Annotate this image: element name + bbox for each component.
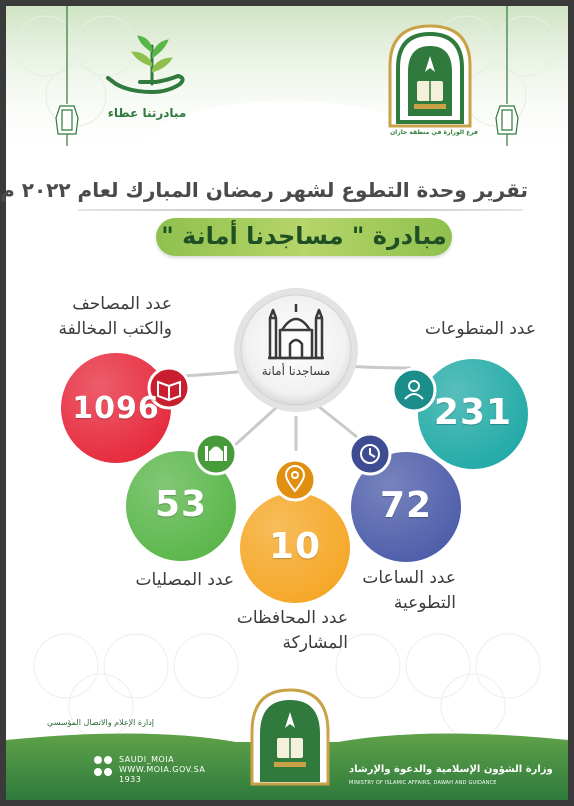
stat-value-hours: 72 bbox=[379, 485, 433, 526]
initiative-logo-text: مبادرتنا عطاء bbox=[107, 106, 187, 120]
title-divider bbox=[78, 209, 523, 211]
department-name: إدارة الإعلام والاتصال المؤسسي bbox=[47, 718, 154, 727]
stat-label-prayer-halls bbox=[136, 568, 234, 593]
branch-caption: فرع الوزارة في منطقة جازان bbox=[390, 129, 478, 136]
globe-icon bbox=[94, 768, 102, 776]
report-title: تقرير وحدة التطوع لشهر رمضان المبارك لعام ٢٠٢٢ م bbox=[0, 178, 528, 202]
stat-value-prayer-halls: 53 bbox=[154, 484, 208, 525]
twitter-icon bbox=[94, 756, 102, 764]
stat-label-line: عدد المصليات bbox=[135, 570, 234, 590]
stat-label-mushafs bbox=[58, 292, 172, 342]
report-page bbox=[0, 6, 568, 800]
phone-number: 1933 bbox=[119, 775, 142, 784]
social-handle[interactable]: SAUDI_MOIA bbox=[119, 755, 175, 764]
stat-label-volunteers bbox=[425, 317, 536, 342]
initiative-banner bbox=[156, 218, 452, 256]
stat-label-governorates bbox=[237, 606, 348, 656]
top-decor-wave bbox=[6, 6, 568, 163]
stat-label-hours bbox=[362, 566, 456, 616]
stat-value-volunteers: 231 bbox=[433, 392, 513, 433]
initiative-title: مبادرة " مساجدنا أمانة " bbox=[161, 222, 447, 250]
stat-label-line: والكتب المخالفة bbox=[58, 319, 172, 339]
phone-icon bbox=[104, 768, 112, 776]
instagram-icon bbox=[104, 756, 112, 764]
center-circle bbox=[234, 288, 358, 412]
stat-value-governorates: 10 bbox=[268, 526, 322, 567]
stat-label-line: عدد المحافظات bbox=[236, 608, 348, 628]
stat-label-line: التطوعية bbox=[393, 593, 456, 613]
ministry-name-en: MINISTRY OF ISLAMIC AFFAIRS, DAWAH AND GUIDANCE bbox=[349, 780, 497, 786]
ministry-emblem-top bbox=[390, 26, 470, 126]
center-label: مساجدنا أمانة bbox=[261, 364, 331, 378]
ministry-emblem-footer bbox=[252, 690, 328, 784]
ministry-name-ar: وزارة الشؤون الإسلامية والدعوة والإرشاد bbox=[349, 764, 553, 775]
stat-label-line: المشاركة bbox=[282, 633, 348, 653]
website-link[interactable]: WWW.MOIA.GOV.SA bbox=[119, 765, 206, 774]
stat-label-line: عدد المتطوعات bbox=[425, 319, 536, 339]
stat-label-line: عدد الساعات bbox=[362, 568, 456, 588]
stat-value-mushafs: 1096 bbox=[72, 391, 160, 426]
stat-label-line: عدد المصاحف bbox=[72, 294, 172, 314]
